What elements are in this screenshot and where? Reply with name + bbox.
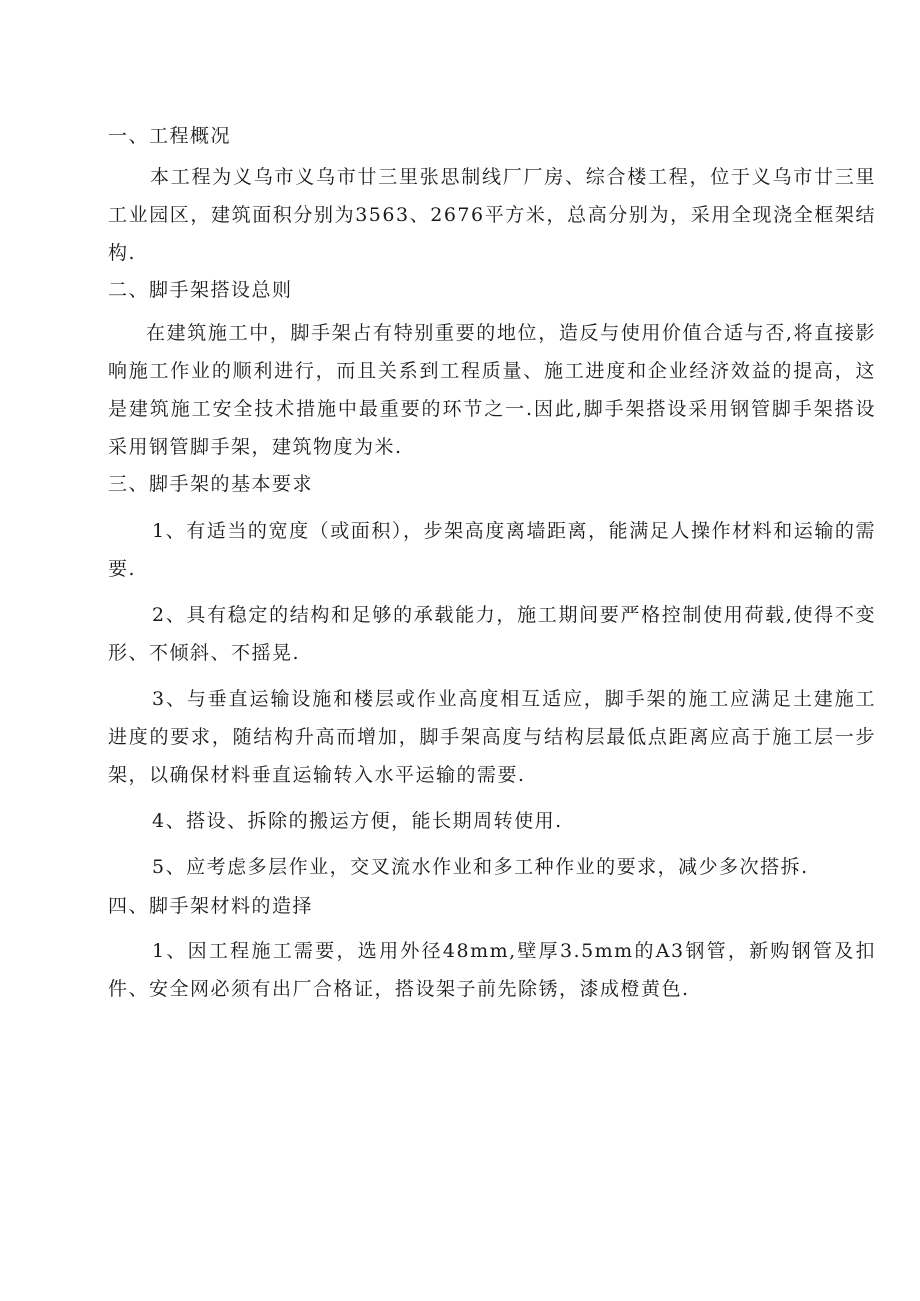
section-heading-scaffold-principles: 二、脚手架搭设总则 (108, 279, 293, 301)
requirement-item-1: 1、有适当的宽度（或面积），步架高度离墙距离，能满足人操作材料和运输的需要. (108, 520, 876, 580)
requirement-item-3: 3、与垂直运输设施和楼层或作业高度相互适应，脚手架的施工应满足土建施工进度的要求，随结构升高而增加，脚手架高度与结构层最低点距离应高于施工层一步架，以确保材料垂直运输转入水平运输的需要. (108, 688, 876, 786)
material-item-1: 1、因工程施工需要，选用外径48mm,壁厚3.5mm的A3钢管，新购钢管及扣件、安全网必须有出厂合格证，搭设架子前先除锈，漆成橙黄色. (108, 940, 876, 1000)
section-heading-material-selection: 四、脚手架材料的造择 (108, 895, 314, 917)
requirement-item-5: 5、应考虑多层作业，交叉流水作业和多工种作业的要求，减少多次搭拆. (152, 856, 809, 878)
paragraph-scaffold-principles: 在建筑施工中，脚手架占有特别重要的地位，造反与使用价值合适与否,将直接影响施工作业的顺利进行，而且关系到工程质量、施工进度和企业经济效益的提高，这是建筑施工安全技术措施中最重要的环节之一.因此,脚手架搭设采用钢管脚手架搭设采用钢管脚手架，建筑物度为米. (108, 322, 876, 458)
requirement-item-4: 4、搭设、拆除的搬运方便，能长期周转使用. (152, 810, 563, 832)
document-page (108, 118, 876, 1008)
requirement-item-2: 2、具有稳定的结构和足够的承载能力，施工期间要严格控制使用荷载,使得不变形、不倾斜、不摇晃. (108, 604, 876, 664)
section-heading-basic-requirements: 三、脚手架的基本要求 (108, 473, 314, 495)
section-heading-overview: 一、工程概况 (108, 125, 232, 147)
paragraph-overview: 本工程为义乌市义乌市廿三里张思制线厂厂房、综合楼工程，位于义乌市廿三里工业园区，建筑面积分别为3563、2676平方米，总高分别为，采用全现浇全框架结构. (108, 166, 876, 264)
